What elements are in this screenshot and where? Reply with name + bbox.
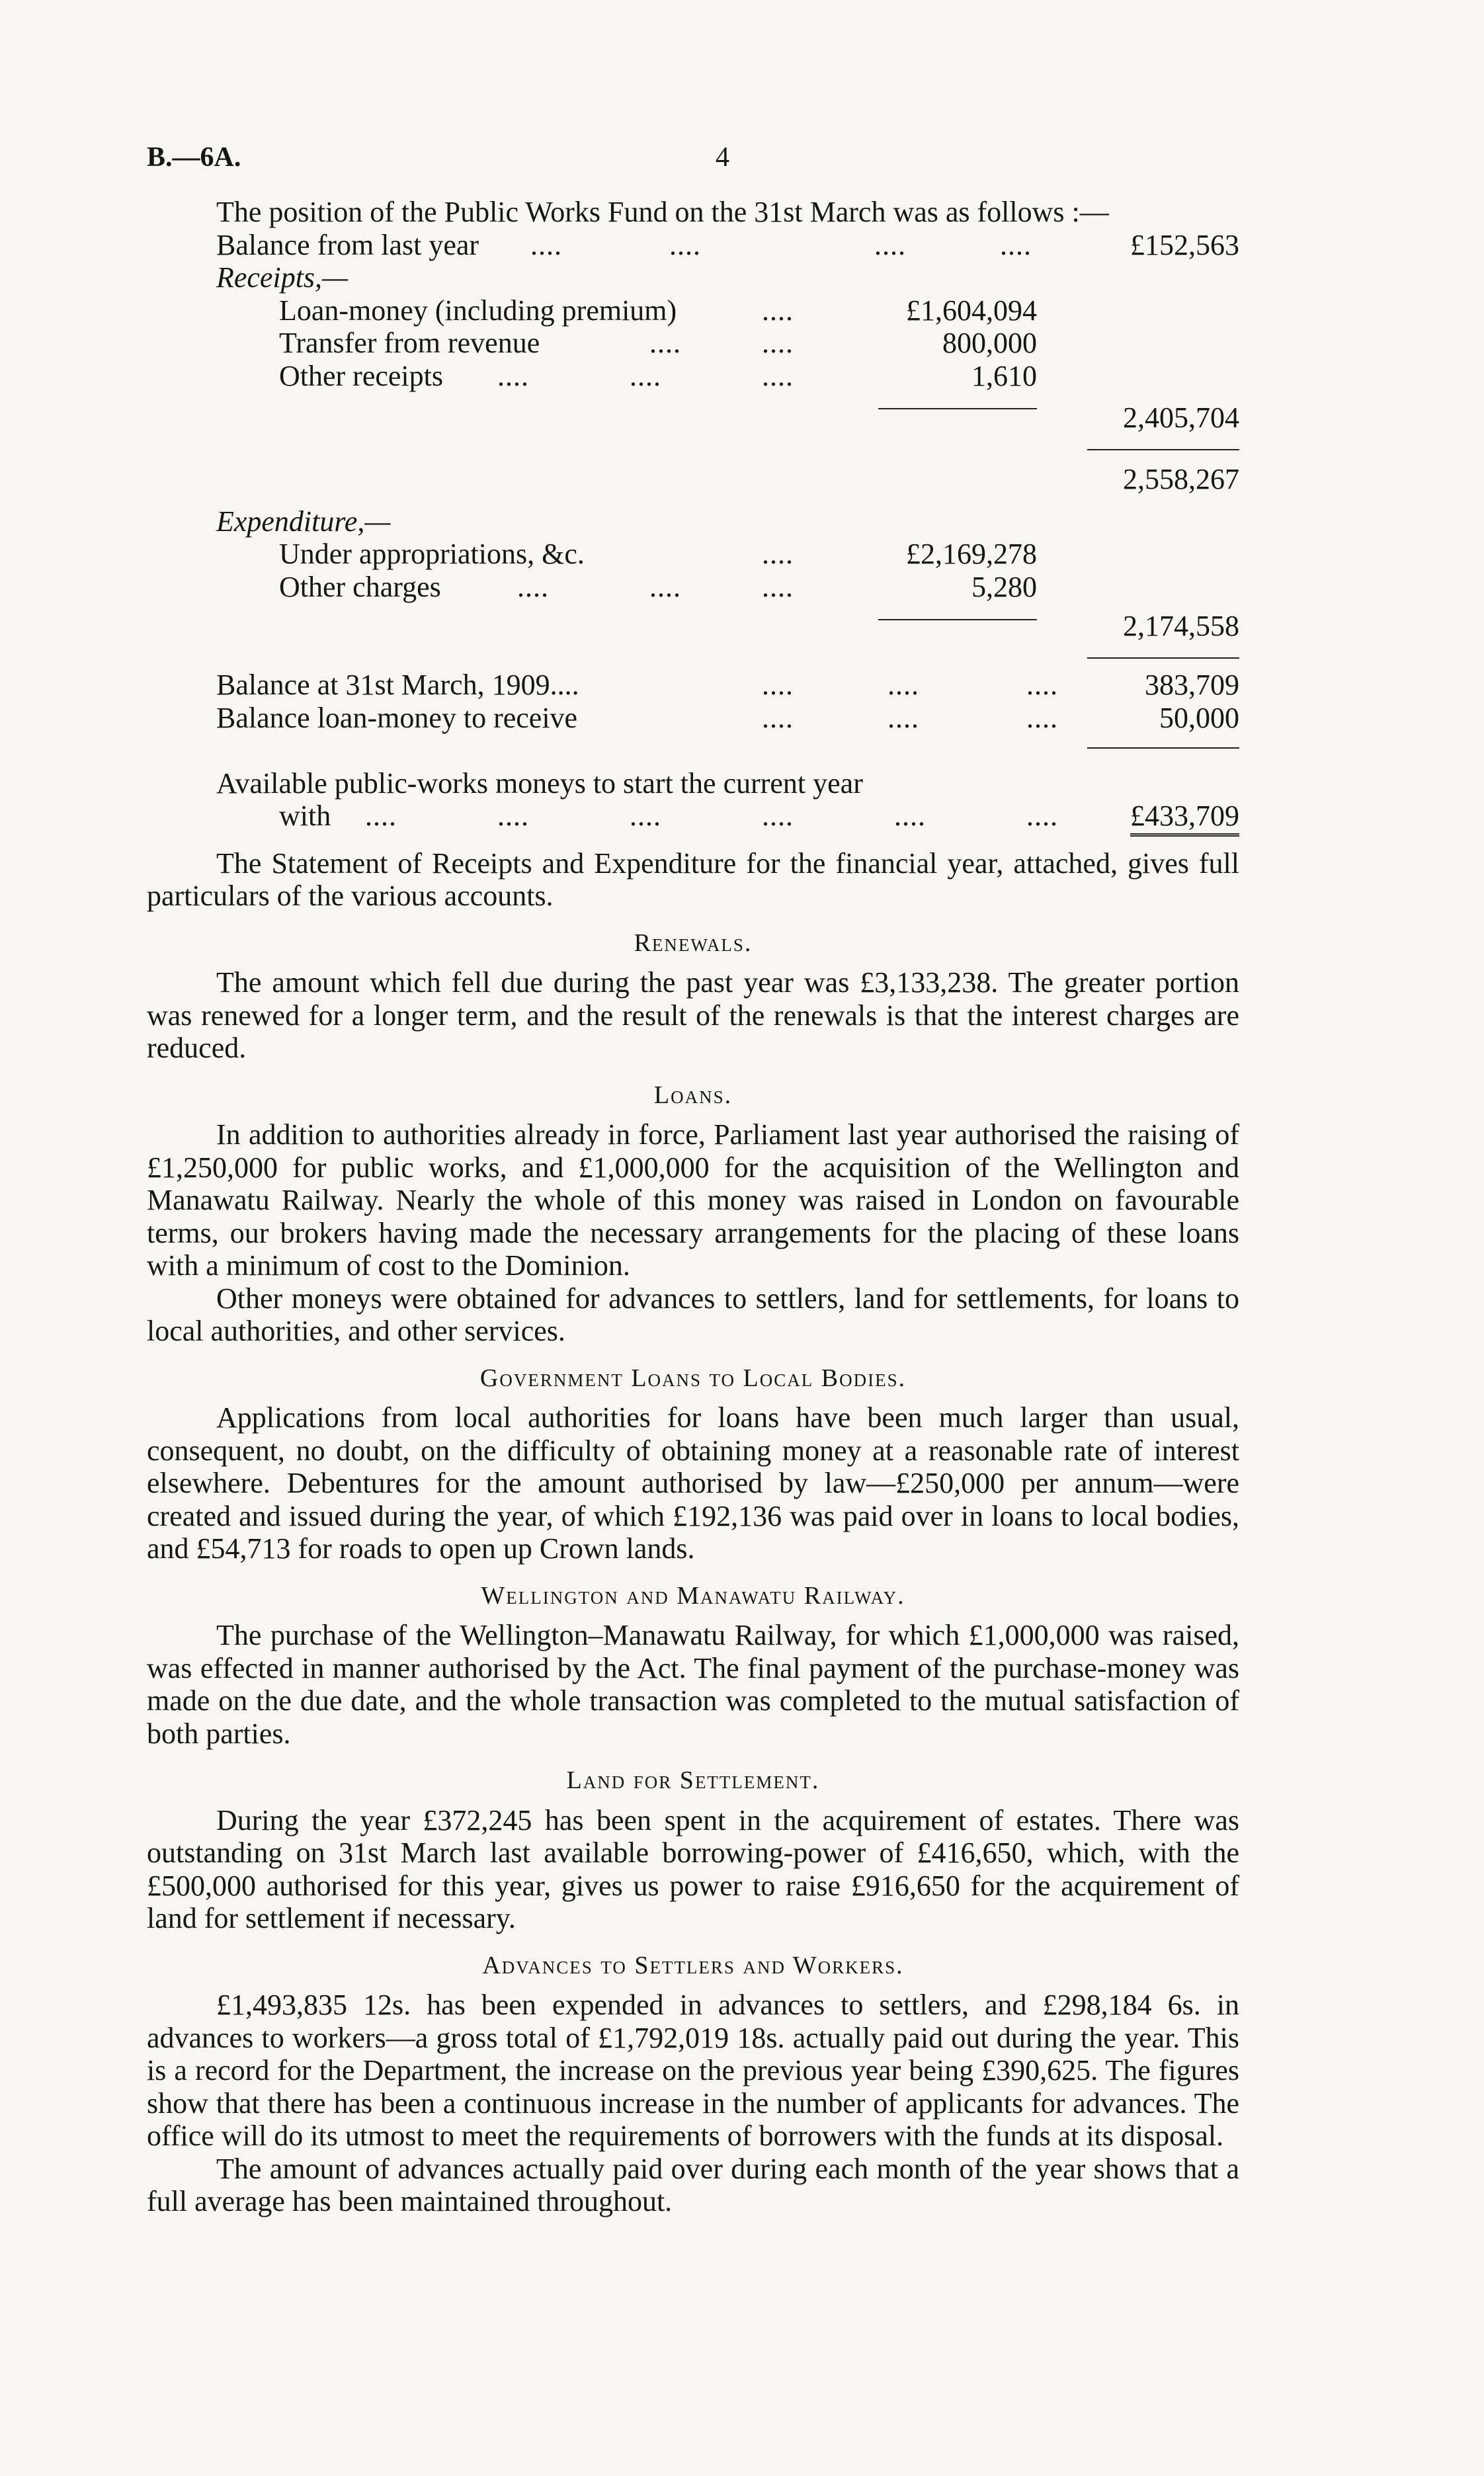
row-value: £152,563 [1130, 228, 1239, 261]
page-number: 4 [716, 142, 729, 173]
available-row-line2 [147, 800, 1239, 833]
row-label: Balance from last year [216, 228, 479, 261]
row-label: with [279, 800, 331, 832]
available-total-value: £433,709 [1130, 800, 1239, 837]
row-value: 5,280 [971, 570, 1037, 603]
row-value: 2,174,558 [1123, 610, 1239, 642]
grand-total-row [147, 458, 1239, 495]
row-label: Loan-money (including premium) [279, 294, 677, 327]
row-label: Balance loan-money to receive [216, 701, 578, 734]
section-heading: Land for Settlement. [566, 1766, 820, 1794]
receipts-label: Receipts,— [216, 261, 349, 294]
leader-dots: .... [1026, 669, 1058, 701]
section-paragraph: Other moneys were obtained for advances to settlers, land for settlements, for loans to local authorities, and other services. [147, 1282, 1239, 1347]
section-paragraph: In addition to authorities already in force, Parliament last year authorised the raising of £1,250,000 for public works, and £1,000,000 for the acquisition of the Wellington and Manawatu Railway. Nearly the whole of this money was raised in London on favourable terms, our brokers having made the necessary arrangements for the placing of these loans with a minimum of cost to the Dominion. [147, 1118, 1239, 1282]
row-value: £1,604,094 [906, 294, 1037, 327]
fund-intro: The position of the Public Works Fund on the 31st March was as follows :— [216, 196, 1109, 228]
leader-dots: .... [649, 570, 681, 603]
statement-paragraph: The Statement of Receipts and Expenditure for the financial year, attached, gives full particulars of the various accounts. [147, 846, 1239, 912]
leader-dots: .... [497, 800, 529, 832]
rule-row [147, 636, 1239, 669]
receipt-row [147, 360, 1239, 393]
leader-dots: .... [669, 228, 701, 261]
leader-dots: .... [762, 800, 794, 832]
leader-dots: .... [762, 359, 794, 392]
section-paragraph: The purchase of the Wellington–Manawatu Railway, for which £1,000,000 was raised, was effected in manner authorised by the Act. The final payment of the purchase-money was made on the due date, and the whole transaction was completed to the mutual satisfaction of both parties. [147, 1619, 1239, 1750]
leader-dots: .... [762, 669, 794, 701]
leader-dots: .... [887, 701, 919, 734]
section-heading: Wellington and Manawatu Railway. [481, 1581, 905, 1610]
expenditure-row [147, 571, 1239, 604]
row-label: Other receipts [279, 359, 443, 392]
row-value: 383,709 [1145, 669, 1239, 701]
balance-last-year-row [147, 229, 1239, 262]
leader-dots: .... [887, 669, 919, 701]
rule-row [147, 734, 1239, 767]
row-label: Other charges [279, 570, 441, 603]
leader-dots: .... [630, 800, 661, 832]
row-value: 2,405,704 [1123, 401, 1239, 434]
page-header [147, 142, 1352, 181]
leader-dots: .... [894, 800, 926, 832]
receipt-row [147, 327, 1239, 360]
leader-dots: .... [1026, 701, 1058, 734]
section-government-loans [147, 1362, 1239, 1565]
expenditure-label: Expenditure,— [216, 505, 391, 538]
row-value: 800,000 [942, 327, 1037, 359]
rule-row [147, 425, 1239, 458]
leader-dots: .... [497, 359, 529, 392]
section-heading: Renewals. [634, 928, 753, 957]
leader-dots: .... [762, 327, 794, 359]
subtotal-rule [878, 408, 1037, 409]
expenditure-total-row [147, 603, 1239, 642]
balance-end-row [147, 669, 1239, 702]
leader-dots: .... [530, 228, 562, 261]
receipts-heading-row [147, 261, 1239, 294]
row-value: 1,610 [971, 359, 1037, 392]
expenditure-heading-row [147, 505, 1239, 538]
section-heading: Government Loans to Local Bodies. [479, 1364, 907, 1392]
total-rule [1087, 657, 1239, 659]
subtotal-rule [878, 619, 1037, 620]
total-rule [1087, 747, 1239, 749]
section-heading: Advances to Settlers and Workers. [482, 1951, 904, 1979]
section-advances [147, 1950, 1239, 2218]
expenditure-row [147, 538, 1239, 571]
leader-dots: .... [762, 570, 794, 603]
leader-dots: .... [630, 359, 661, 392]
leader-dots: .... [1026, 800, 1058, 832]
section-heading: Loans. [653, 1081, 733, 1109]
loan-to-receive-row [147, 702, 1239, 735]
section-paragraph: The amount which fell due during the past year was £3,133,238. The greater portion was renewed for a longer term, and the result of the renewals is that the interest charges are reduced. [147, 966, 1239, 1064]
row-label: Transfer from revenue [279, 327, 540, 359]
row-value: 2,558,267 [1123, 463, 1239, 495]
section-paragraph: Applications from local authorities for loans have been much larger than usual, consequent, no doubt, on the difficulty of obtaining money at a reasonable rate of interest elsewhere. Debentures for the amount authorised by law—£250,000 per annum—were created and issued during the year, of which £192,136 was paid over in loans to local bodies, and £54,713 for roads to open up Crown lands. [147, 1401, 1239, 1565]
leader-dots: .... [1000, 228, 1032, 261]
leader-dots: .... [762, 701, 794, 734]
leader-dots: .... [649, 327, 681, 359]
public-works-fund-table [147, 229, 1239, 833]
receipt-row [147, 294, 1239, 327]
section-land-for-settlement [147, 1764, 1239, 1935]
leader-dots: .... [762, 294, 794, 327]
available-row-line1 [147, 767, 1239, 800]
row-value: 50,000 [1159, 701, 1239, 734]
section-loans [147, 1079, 1239, 1348]
row-label: Available public-works moneys to start the current year [216, 766, 863, 800]
row-label: Under appropriations, &c. [279, 538, 585, 570]
total-rule [1087, 449, 1239, 450]
page-content [147, 196, 1239, 2218]
section-paragraph: The amount of advances actually paid over during each month of the year shows that a full average has been maintained throughout. [147, 2152, 1239, 2217]
section-paragraph: £1,493,835 12s. has been expended in advances to settlers, and £298,184 6s. in advances to workers—a gross total of £1,792,019 18s. actually paid out during the year. This is a record for the Department, the increase on the previous year being £390,625. The figures show that there has been a continuous increase in the number of applicants for advances. The office will do its utmost to meet the requirements of borrowers with the funds at its disposal. [147, 1989, 1239, 2152]
row-value: £2,169,278 [906, 538, 1037, 570]
receipts-total-row [147, 392, 1239, 434]
document-reference: B.—6A. [147, 142, 241, 173]
leader-dots: .... [874, 228, 906, 261]
leader-dots: .... [517, 570, 549, 603]
section-renewals [147, 927, 1239, 1065]
row-label: Balance at 31st March, 1909.... [216, 669, 579, 701]
section-wellington-railway [147, 1580, 1239, 1751]
leader-dots: .... [365, 800, 397, 832]
section-paragraph: During the year £372,245 has been spent in the acquirement of estates. There was outstanding on 31st March last available borrowing-power of £416,650, which, with the £500,000 authorised for this year, gives us power to raise £916,650 for the acquirement of land for settlement if necessary. [147, 1803, 1239, 1934]
leader-dots: .... [762, 538, 794, 570]
